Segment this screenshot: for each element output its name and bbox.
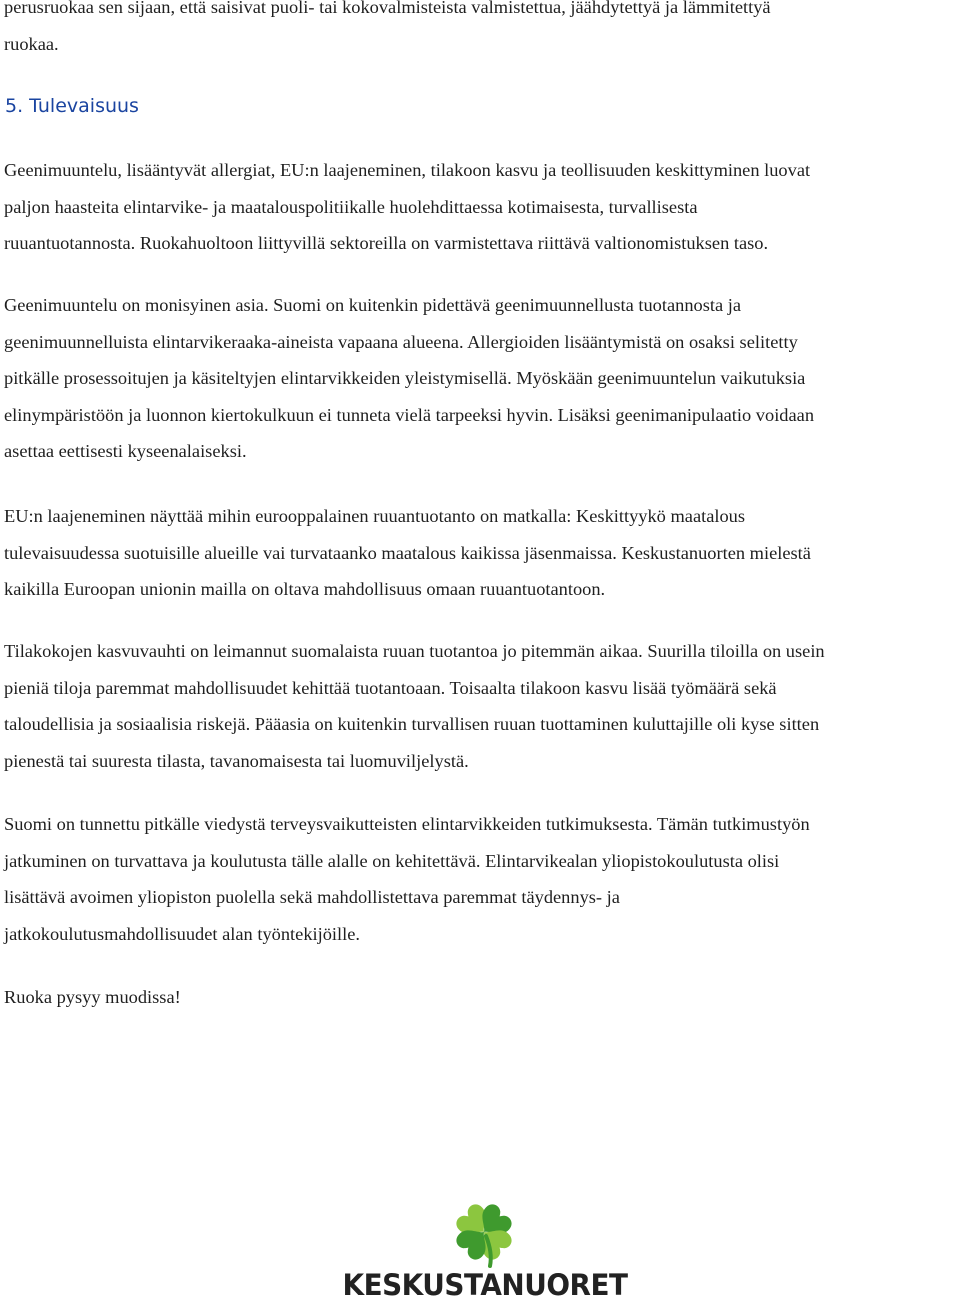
- text-line: kaikilla Euroopan unionin mailla on oltava mahdollisuus omaan ruuantuotantoon.: [4, 579, 606, 599]
- keskustanuoret-logo: [330, 1196, 640, 1304]
- text-line: perusruokaa sen sijaan, että saisivat puoli- tai kokovalmisteista valmistettua, jäähdytettyä ja lämmitettyä: [4, 0, 771, 17]
- paragraph-genetic-modification: [4, 152, 960, 262]
- paragraph-farm-size: [4, 633, 960, 779]
- section-heading: 5. Tulevaisuus: [5, 95, 139, 117]
- text-line: jatkokoulutusmahdollisuudet alan työntekijöille.: [4, 923, 361, 944]
- text-line: geenimuunnelluista elintarvikeraaka-aineista vapaana alueena. Allergioiden lisääntymistä on osaksi selitetty: [4, 331, 798, 352]
- text-line: Suomi on tunnettu pitkälle viedystä terveysvaikutteisten elintarvikkeiden tutkimuksesta. Tämän tutkimustyön: [4, 814, 810, 834]
- text-line: EU:n laajeneminen näyttää mihin eurooppalainen ruuantuotanto on matkalla: Keskittyykö maatalous: [4, 506, 746, 526]
- text-line: taloudellisia ja sosiaalisia riskejä. Pääasia on kuitenkin turvallisen ruuan tuottaminen kuluttajille oli kyse sitten: [4, 714, 820, 734]
- text-line: ruokaa.: [4, 33, 59, 54]
- text-line: jatkuminen on turvattava ja koulutusta tälle alalle on kehitettävä. Elintarvikealan yliopistokoulutusta olisi: [4, 850, 780, 871]
- text-line: elinympäristöön ja luonnon kiertokulkuun ei tunneta vielä tarpeeksi hyvin. Lisäksi geenimanipulaatio voidaan: [4, 404, 815, 425]
- text-line: paljon haasteita elintarvike- ja maatalouspolitiikalle huolehdittaessa kotimaisesta, turvallisesta: [4, 196, 698, 217]
- intro-paragraph: [4, 0, 960, 62]
- text-line: ruuantuotannosta. Ruokahuoltoon liittyvillä sektoreilla on varmistettava riittävä valtionomistuksen taso.: [4, 233, 769, 253]
- text-line: Geenimuuntelu on monisyinen asia. Suomi on kuitenkin pidettävä geenimuunnellusta tuotannosta ja: [4, 295, 742, 315]
- text-line: pieniä tiloja paremmat mahdollisuudet kehittää tuotantoaan. Toisaalta tilakoon kasvu lisää työmäärä sekä: [4, 677, 777, 698]
- paragraph-eu-enlargement: [4, 498, 960, 608]
- closing-line: Ruoka pysyy muodissa!: [4, 987, 181, 1007]
- paragraph-gmo: [4, 287, 960, 470]
- closing-paragraph: [4, 979, 960, 1016]
- text-line: Geenimuuntelu, lisääntyvät allergiat, EU:n laajeneminen, tilakoon kasvu ja teollisuuden keskittyminen luovat: [4, 160, 811, 180]
- text-line: Tilakokojen kasvuvauhti on leimannut suomalaista ruuan tuotantoa jo pitemmän aikaa. Suurilla tiloilla on usein: [4, 641, 825, 661]
- text-line: pienestä tai suuresta tilasta, tavanomaisesta tai luomuviljelystä.: [4, 750, 469, 771]
- text-line: pitkälle prosessoitujen ja käsiteltyjen elintarvikkeiden yleistymisellä. Myöskään geenimuuntelun vaikutuksia: [4, 368, 806, 388]
- text-line: lisättävä avoimen yliopiston puolella sekä mahdollistettava paremmat täydennys- ja: [4, 887, 620, 907]
- text-line: tulevaisuudessa suotuisille alueille vai turvataanko maatalous kaikissa jäsenmaissa. Keskustanuorten mielestä: [4, 542, 811, 563]
- four-leaf-clover-icon: [446, 1196, 522, 1272]
- text-line: asettaa eettisesti kyseenalaiseksi.: [4, 441, 247, 461]
- logo-wordmark: KESKUSTANUORET: [342, 1268, 628, 1302]
- paragraph-research: [4, 806, 960, 952]
